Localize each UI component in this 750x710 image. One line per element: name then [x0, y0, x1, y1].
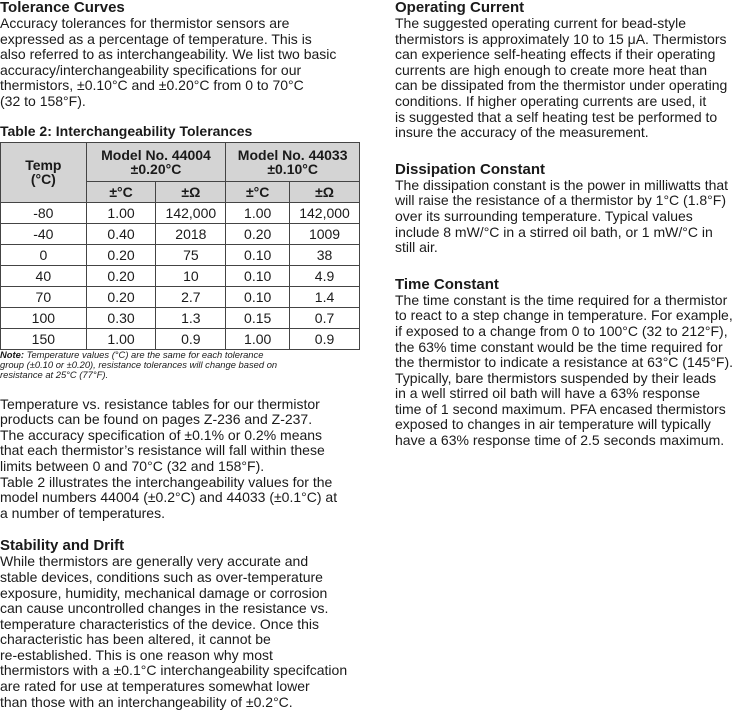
table-cell: 0.10 — [226, 244, 290, 265]
table-cell: 38 — [290, 244, 360, 265]
table-cell: 1.00 — [86, 328, 156, 349]
text-line: insure the accuracy of the measurement. — [395, 124, 649, 141]
time-constant-paragraph — [395, 293, 747, 449]
model-44004-header: Model No. 44004 ±0.20°C — [86, 142, 226, 181]
table-row — [1, 307, 360, 328]
table-cell: 40 — [1, 265, 87, 286]
table-cell: 0.30 — [86, 307, 156, 328]
dissipation-constant-section — [395, 162, 747, 256]
text-line: also referred to as interchangeability. We list two basic — [0, 46, 337, 63]
text-line: have a 63% response time of 2.5 seconds maximum. — [395, 432, 725, 449]
temp-column-header: Temp (°C) — [1, 142, 87, 202]
text-line: currents are high enough to create more heat than — [395, 61, 708, 78]
table-cell: 4.9 — [290, 265, 360, 286]
interchangeability-table — [0, 142, 360, 350]
text-line: thermistors is approximately 10 to 15 μA. Thermistors — [395, 30, 727, 47]
table-row — [1, 244, 360, 265]
table-cell: 1.00 — [226, 202, 290, 223]
text-line: stable devices, conditions such as over-temperature — [0, 568, 323, 585]
text-line: in a well stirred oil bath will have a 63% response — [395, 385, 701, 402]
text-line: conditions. If higher operating currents are used, it — [395, 92, 707, 109]
table-cell: 1.00 — [226, 328, 290, 349]
table-cell: 75 — [156, 244, 226, 265]
table-cell: 0.20 — [226, 223, 290, 244]
text-line: (32 to 158°F). — [0, 92, 86, 109]
table-caption: Table 2: Interchangeability Tolerances — [0, 122, 253, 139]
table-cell: -80 — [1, 202, 87, 223]
text-line: the 63% time constant would be the time required for — [395, 338, 723, 355]
stability-drift-section — [0, 538, 360, 710]
text-line: expressed as a percentage of temperature. This is — [0, 30, 312, 47]
table-cell: 0.9 — [290, 328, 360, 349]
text-line: can experience self-heating effects if their operating — [395, 46, 716, 63]
subheader-ohm: ±Ω — [156, 181, 226, 202]
text-line: to react to a step change in temperature. For example, — [395, 307, 733, 324]
text-line: Temperature vs. resistance tables for our thermistor — [0, 395, 320, 412]
table-note — [0, 350, 360, 380]
text-line: still air. — [395, 239, 438, 256]
operating-current-heading: Operating Current — [395, 0, 525, 16]
text-line: can be dissipated from the thermistor under operating — [395, 77, 728, 94]
text-line: if exposed to a change from 0 to 100°C (32 to 212°F), — [395, 322, 728, 339]
text-line: than those with an interchangeability of ±0.2°C. — [0, 693, 293, 710]
tolerance-curves-heading: Tolerance Curves — [0, 0, 125, 16]
text-line: temperature characteristics of the device. Once this — [0, 615, 320, 632]
table-cell: 1.4 — [290, 286, 360, 307]
text-line: thermistors with a ±0.1°C interchangeability specifcation — [0, 662, 348, 679]
text-line: include 8 mW/°C in a stirred oil bath, or 1 mW/°C in — [395, 223, 713, 240]
table-cell: 2.7 — [156, 286, 226, 307]
text-line: a number of temperatures. — [0, 504, 165, 521]
note-label: Note: — [0, 348, 24, 360]
table-cell: 150 — [1, 328, 87, 349]
resistance-tables-paragraph — [0, 397, 360, 522]
text-line: is suggested that a self heating test be performed to — [395, 108, 718, 125]
text-line: thermistors, ±0.10°C and ±0.20°C from 0 to 70°C — [0, 77, 304, 94]
text-line: exposed to changes in air temperature will typically — [395, 416, 711, 433]
table-cell: 0.10 — [226, 286, 290, 307]
table-cell: 0.20 — [86, 286, 156, 307]
table-row — [1, 328, 360, 349]
note-line: Temperature values (°C) are the same for each tolerance — [23, 348, 264, 360]
table-cell: 0.10 — [226, 265, 290, 286]
dissipation-constant-heading: Dissipation Constant — [395, 160, 546, 178]
text-line: While thermistors are generally very accurate and — [0, 553, 309, 570]
table-cell: 0.15 — [226, 307, 290, 328]
text-line: Accuracy tolerances for thermistor sensors are — [0, 15, 290, 31]
table-cell: 0 — [1, 244, 87, 265]
text-line: are rated for use at temperatures somewhat lower — [0, 678, 310, 695]
table-cell: 0.40 — [86, 223, 156, 244]
text-line: will raise the resistance of a thermistor by 1°C (1.8°F) — [395, 192, 726, 209]
table-cell: 2018 — [156, 223, 226, 244]
text-line: limits between 0 and 70°C (32 and 158°F). — [0, 457, 265, 474]
table-cell: 70 — [1, 286, 87, 307]
text-line: Typically, bare thermistors suspended by their leads — [395, 369, 717, 386]
model-44033-header: Model No. 44033 ±0.10°C — [226, 142, 360, 181]
table-row — [1, 286, 360, 307]
text-line: The time constant is the time required for a thermistor — [395, 291, 728, 308]
tolerance-curves-paragraph — [0, 16, 360, 110]
table-cell: 142,000 — [156, 202, 226, 223]
operating-current-section — [395, 0, 747, 141]
table-cell: 1.3 — [156, 307, 226, 328]
text-line: the thermistor to indicate a resistance at 63°C (145°F). — [395, 354, 734, 371]
text-line: over its surrounding temperature. Typical values — [395, 207, 693, 224]
table-cell: 0.20 — [86, 265, 156, 286]
table-cell: 1009 — [290, 223, 360, 244]
text-line: The accuracy specification of ±0.1% or 0.2% means — [0, 426, 323, 443]
text-line: that each thermistor’s resistance will fall within these — [0, 442, 325, 459]
table-cell: 100 — [1, 307, 87, 328]
table-cell: 10 — [156, 265, 226, 286]
subheader-ohm: ±Ω — [290, 181, 360, 202]
text-line: time of 1 second maximum. PFA encased thermistors — [395, 400, 726, 417]
text-line: can cause uncontrolled changes in the resistance vs. — [0, 600, 329, 617]
subheader-deg-c: ±°C — [86, 181, 156, 202]
operating-current-paragraph — [395, 16, 747, 141]
text-line: model numbers 44004 (±0.2°C) and 44033 (±0.1°C) at — [0, 489, 338, 506]
left-column — [0, 0, 360, 710]
table-row — [1, 202, 360, 223]
note-line: group (±0.10 or ±0.20), resistance tolerances will change based on — [0, 358, 278, 370]
time-constant-section — [395, 277, 747, 449]
table-cell: 142,000 — [290, 202, 360, 223]
table-row — [1, 223, 360, 244]
text-line: characteristic has been altered, it cannot be — [0, 631, 271, 648]
stability-drift-paragraph — [0, 554, 360, 710]
table-row — [1, 265, 360, 286]
text-line: The suggested operating current for bead-style — [395, 15, 687, 31]
text-line: accuracy/interchangeability specifications for our — [0, 61, 302, 78]
text-line: Table 2 illustrates the interchangeability values for the — [0, 473, 333, 490]
text-line: products can be found on pages Z-236 and Z-237. — [0, 411, 313, 428]
table-cell: 0.7 — [290, 307, 360, 328]
dissipation-constant-paragraph — [395, 178, 747, 256]
stability-drift-heading: Stability and Drift — [0, 537, 125, 555]
table-cell: -40 — [1, 223, 87, 244]
table-cell: 0.20 — [86, 244, 156, 265]
table-cell: 0.9 — [156, 328, 226, 349]
text-line: The dissipation constant is the power in milliwatts that — [395, 176, 729, 193]
time-constant-heading: Time Constant — [395, 275, 499, 293]
subheader-deg-c: ±°C — [226, 181, 290, 202]
tolerance-curves-section — [0, 0, 360, 110]
text-line: exposure, humidity, mechanical damage or corrosion — [0, 584, 328, 601]
right-column — [395, 0, 747, 449]
text-line: re-established. This is one reason why most — [0, 646, 273, 663]
table-cell: 1.00 — [86, 202, 156, 223]
note-line: resistance at 25°C (77°F). — [0, 368, 109, 380]
